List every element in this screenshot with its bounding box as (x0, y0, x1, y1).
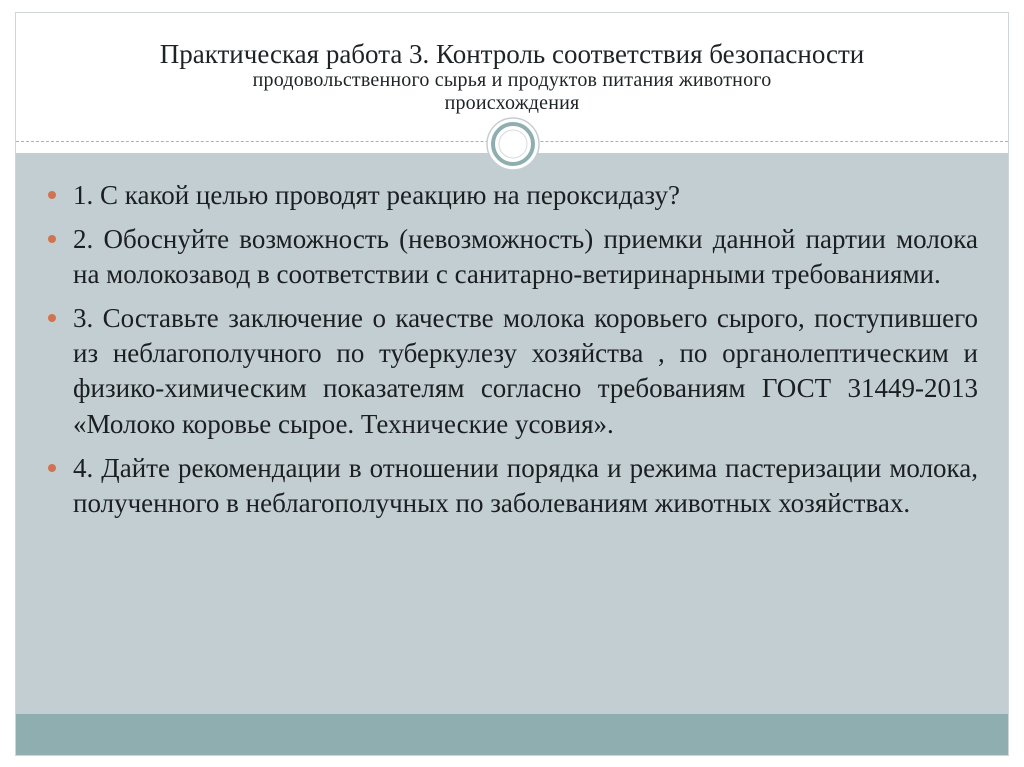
slide-title (56, 39, 968, 114)
bullet-text-1: 1. С какой целью проводят реакцию на пероксидазу? (73, 180, 681, 210)
bullet-item-1 (48, 178, 978, 213)
footer-band (16, 714, 1008, 755)
bullet-item-2 (48, 222, 978, 292)
dot-icon (48, 314, 56, 322)
bullet-item-3 (48, 301, 978, 441)
title-line-3: происхождения (444, 91, 580, 114)
bullet-text-3: 3. Составьте заключение о качестве молока коровьего сырого, поступившего из неблагополучного по туберкулезу хозяйства , по органолептическим и физико-химическим показателям согласно требованиям ГОСТ 31449-2013 «Молоко коровье сырое. Технические усовия». (73, 303, 978, 439)
bullet-list (48, 178, 978, 530)
title-line-2: продовольственного сырья и продуктов питания животного (252, 69, 772, 92)
bullet-item-4 (48, 451, 978, 521)
concentric-circle-icon (485, 116, 541, 172)
dot-icon (48, 191, 56, 199)
bullet-text-4: 4. Дайте рекомендации в отношении порядка и режима пастеризации молока, полученного в неблагополучных по заболеваниям животных хозяйствах. (73, 452, 978, 518)
dot-icon (48, 235, 56, 243)
bullet-text-2: 2. Обоснуйте возможность (невозможность) приемки данной партии молока на молокозавод в соответствии с санитарно-ветиринарными требованиями. (73, 224, 978, 290)
dot-icon (48, 464, 56, 472)
title-line-1: Практическая работа 3. Контроль соответствия безопасности (159, 39, 865, 69)
